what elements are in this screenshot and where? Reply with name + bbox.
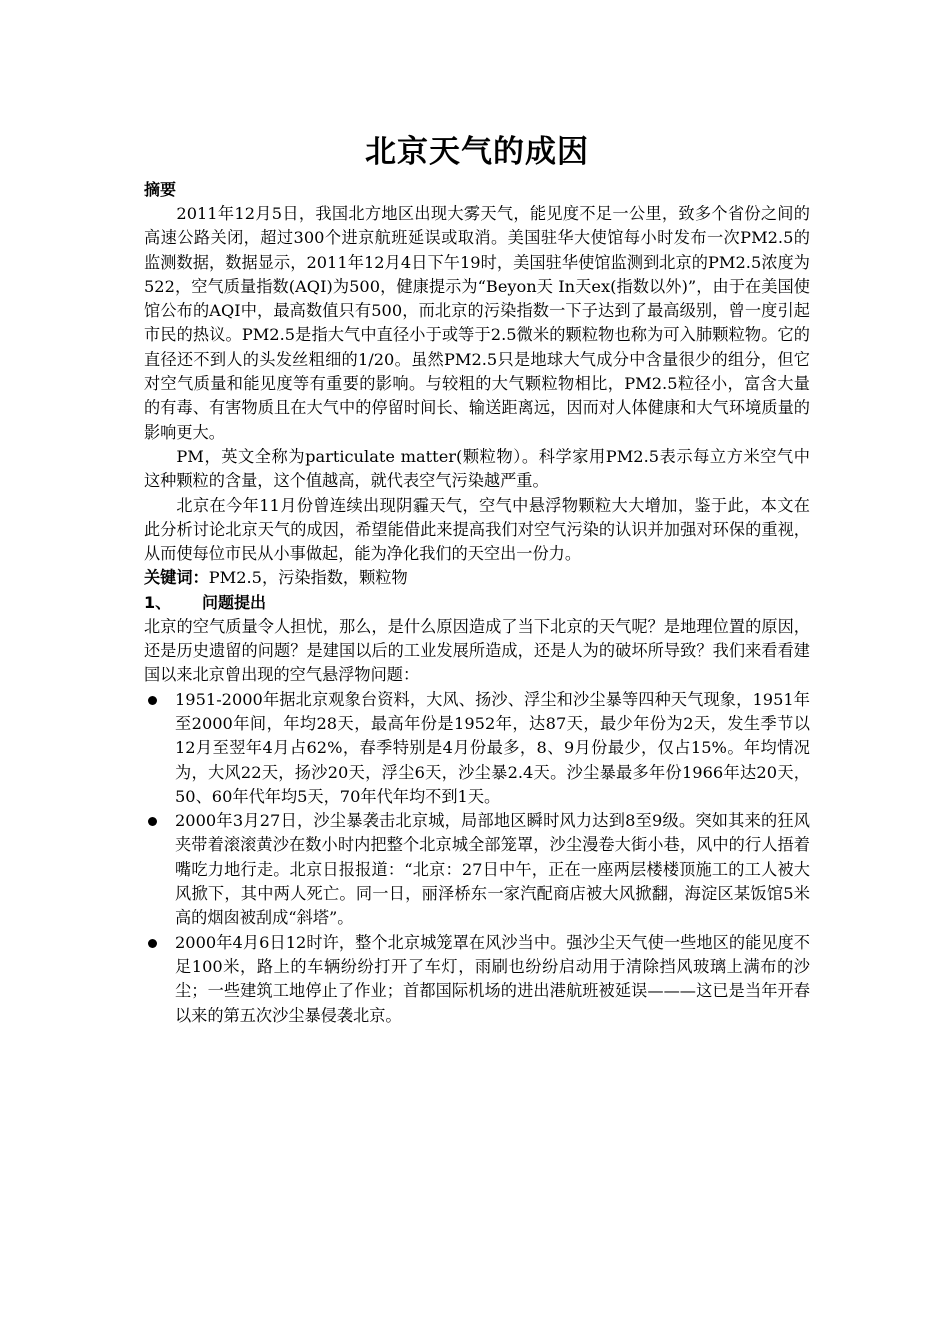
- bullet-icon: [148, 696, 157, 705]
- section-1-title: 问题提出: [202, 592, 267, 612]
- document-page: [144, 126, 810, 1028]
- keywords-line: [144, 566, 810, 590]
- list-item: [144, 809, 810, 930]
- abstract-heading: 摘要: [144, 180, 177, 199]
- abstract-paragraph-3: 北京在今年11月份曾连续出现阴霾天气，空气中悬浮物颗粒大大增加，鉴于此，本文在此分析讨论北京天气的成因，希望能借此来提高我们对空气污染的认识并加强对环保的重视，从而使每位市民从小事做起，能为净化我们的天空出一份力。: [144, 495, 810, 564]
- keywords-value: PM2.5，污染指数，颗粒物: [208, 568, 408, 588]
- list-item-text: 2000年3月27日，沙尘暴袭击北京城，局部地区瞬时风力达到8至9级。突如其来的狂风夹带着滚滚黄沙在数小时内把整个北京城全部笼罩，沙尘漫卷大街小巷，风中的行人捂着嘴吃力地行走。北京日报报道：“北京：27日中午，正在一座两层楼楼顶施工的工人被大风掀下，其中两人死亡。同一日，丽泽桥东一家汽配商店被大风掀翻，海淀区某饭馆5米高的烟囱被刮成“斜塔”。: [175, 811, 810, 928]
- abstract-paragraph-1: 2011年12月5日，我国北方地区出现大雾天气，能见度不足一公里，致多个省份之间的高速公路关闭，超过300个进京航班延误或取消。美国驻华大使馆每小时发布一次PM2.5的监测数据，数据显示，2011年12月4日下午19时，美国驻华使馆监测到北京的PM2.5浓度为522，空气质量指数(AQI)为500，健康提示为“Beyon天 In天ex(指数以外)”，由于在美国使馆公布的AQI中，最高数值只有500，而北京的污染指数一下子达到了最高级别，曾一度引起市民的热议。PM2.5是指大气中直径小于或等于2.5微米的颗粒物也称为可入肺颗粒物。它的直径还不到人的头发丝粗细的1/20。虽然PM2.5只是地球大气成分中含量很少的组分，但它对空气质量和能见度等有重要的影响。与较粗的大气颗粒物相比，PM2.5粒径小，富含大量的有毒、有害物质且在大气中的停留时间长、输送距离远，因而对人体健康和大气环境质量的影响更大。: [144, 204, 810, 442]
- section-1-number: 1、: [144, 592, 172, 612]
- list-item: [144, 931, 810, 1028]
- list-item-text: 1951-2000年据北京观象台资料，大风、扬沙、浮尘和沙尘暴等四种天气现象，1951年至2000年间，年均28天，最高年份是1952年，达87天，最少年份为2天，发生季节以12月至翌年4月占62%，春季特别是4月份最多，8、9月份最少，仅占15%。年均情况为，大风22天，扬沙20天，浮尘6天，沙尘暴2.4天。沙尘暴最多年份1966年达20天，50、60年代年均5天，70年代年均不到1天。: [175, 689, 810, 806]
- abstract-paragraph-2: PM，英文全称为particulate matter(颗粒物）。科学家用PM2.5表示每立方米空气中这种颗粒的含量，这个值越高，就代表空气污染越严重。: [144, 446, 810, 491]
- list-item: [144, 688, 810, 809]
- section-1-heading: [144, 591, 810, 615]
- keywords-label: 关键词：: [144, 568, 209, 588]
- document-title: 北京天气的成因: [365, 134, 589, 170]
- list-item-text: 2000年4月6日12时许，整个北京城笼罩在风沙当中。强沙尘天气使一些地区的能见度不足100米，路上的车辆纷纷打开了车灯，雨刷也纷纷启动用于清除挡风玻璃上满布的沙尘；一些建筑工地停止了作业；首都国际机场的进出港航班被延误———这已是当年开春以来的第五次沙尘暴侵袭北京。: [175, 932, 810, 1025]
- section-1-intro: 北京的空气质量令人担忧，那么，是什么原因造成了当下北京的天气呢？是地理位置的原因，还是历史遗留的问题？是建国以后的工业发展所造成，还是人为的破坏所导致？我们来看看建国以来北京曾出现的空气悬浮物问题：: [144, 616, 810, 685]
- bullet-icon: [148, 817, 157, 826]
- section-1-bullet-list: [144, 688, 810, 1028]
- bullet-icon: [148, 939, 157, 948]
